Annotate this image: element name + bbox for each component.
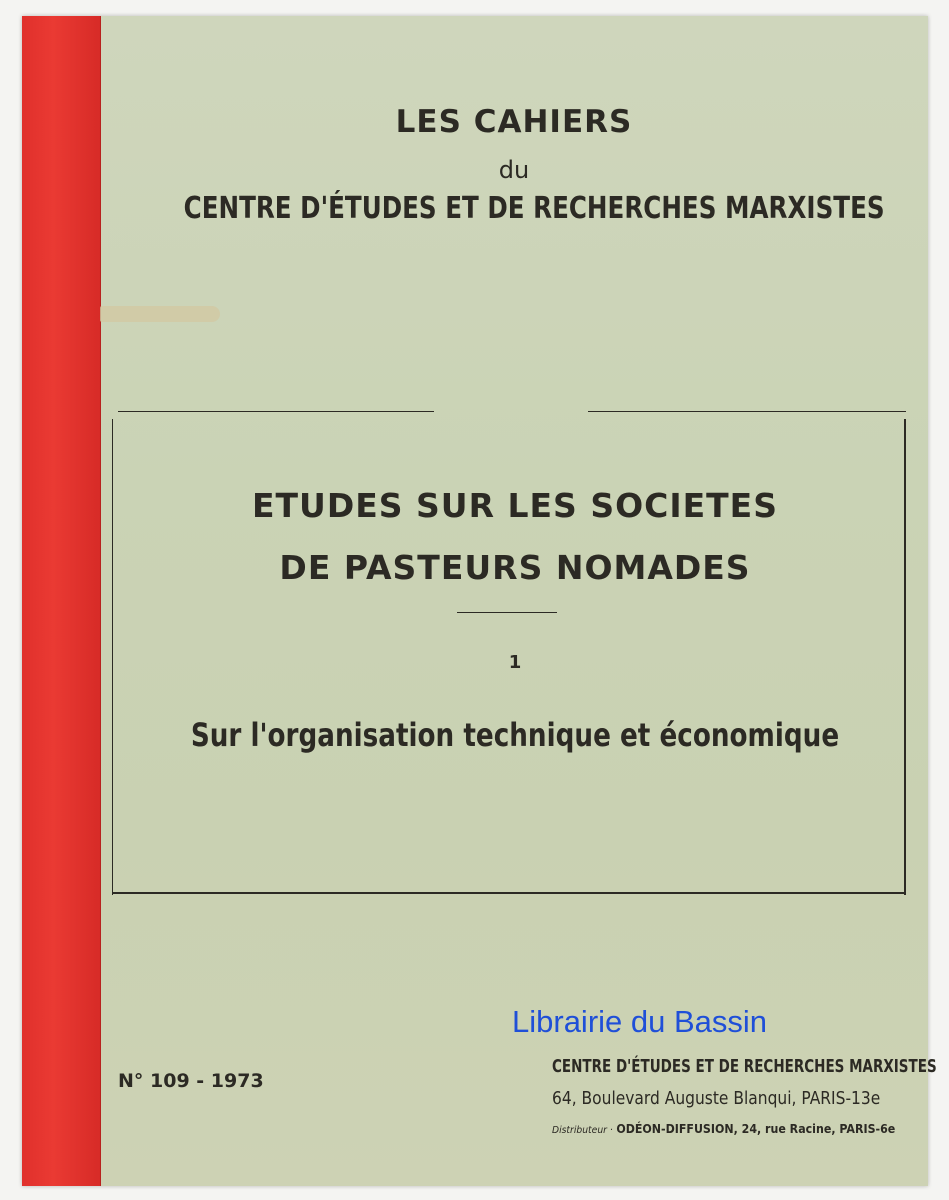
frame-bottom-rule <box>112 892 906 894</box>
book-cover <box>22 16 937 1186</box>
main-title-line-2: DE PASTEURS NOMADES <box>279 548 751 587</box>
publisher-address: 64, Boulevard Auguste Blanqui, PARIS-13e <box>552 1088 881 1109</box>
frame-top-right-rule <box>588 411 906 412</box>
distributor-line <box>552 1122 895 1136</box>
distributor-value: ODÉON-DIFFUSION, 24, rue Racine, PARIS-6e <box>616 1122 896 1136</box>
red-spine-tape <box>22 16 101 1186</box>
torn-paper-mark <box>100 306 220 322</box>
series-title: LES CAHIERS <box>395 104 633 140</box>
publisher-name: CENTRE D'ÉTUDES ET DE RECHERCHES MARXISTES <box>552 1056 937 1077</box>
bookseller-watermark: Librairie du Bassin <box>512 1004 768 1039</box>
subtitle: Sur l'organisation technique et économique <box>190 716 840 754</box>
volume-number: 1 <box>508 652 522 673</box>
frame-left-rule <box>112 419 113 895</box>
title-divider <box>457 612 557 613</box>
main-title-line-1: ETUDES SUR LES SOCIETES <box>251 486 778 525</box>
issue-number: N° 109 - 1973 <box>118 1070 264 1092</box>
distributor-label: Distributeur · <box>552 1125 613 1136</box>
institution-name: CENTRE D'ÉTUDES ET DE RECHERCHES MARXISTES <box>183 191 885 226</box>
series-connector: du <box>498 156 530 184</box>
frame-top-left-rule <box>118 411 434 412</box>
